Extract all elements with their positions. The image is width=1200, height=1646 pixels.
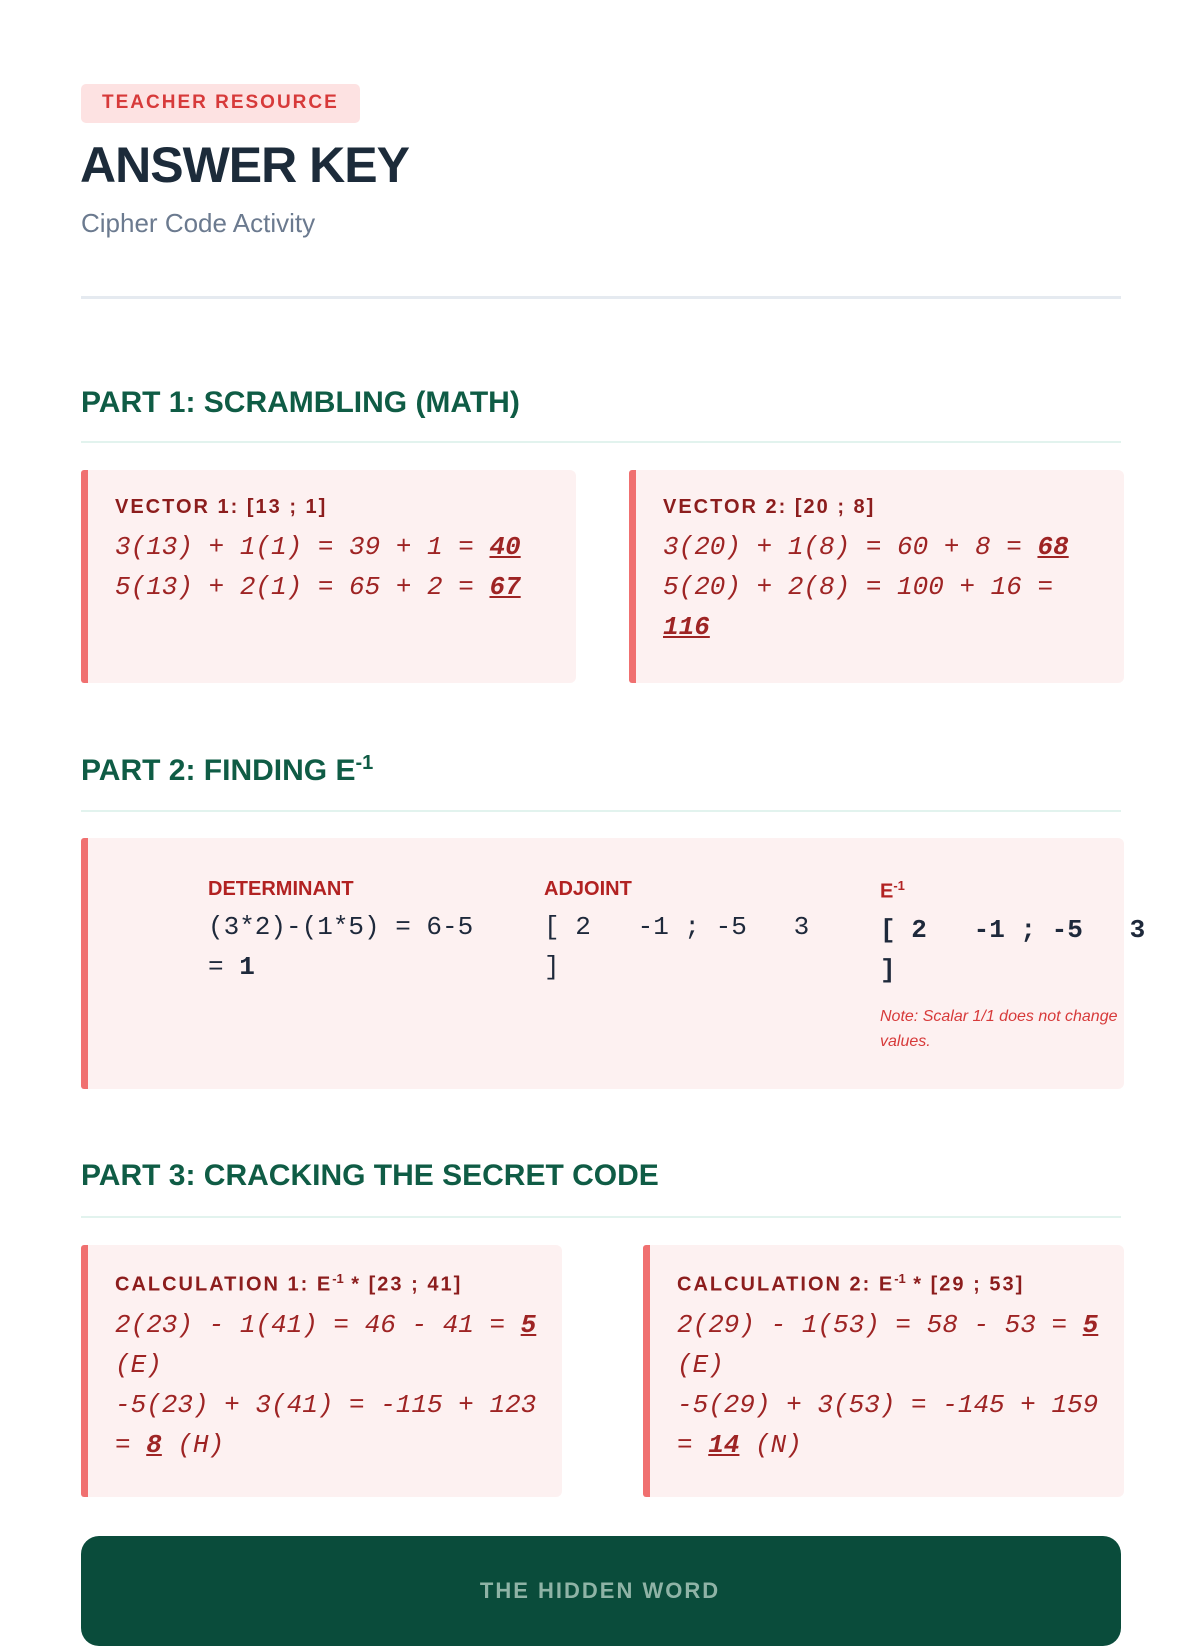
page-title: ANSWER KEY [80, 137, 409, 193]
part1-divider [81, 441, 1121, 443]
inverse-label-text: E [880, 880, 894, 903]
determinant-column [208, 878, 498, 987]
vector1-line1-answer: 40 [489, 532, 521, 562]
vector2-card [629, 470, 1124, 683]
calc2-line1 [677, 1305, 1102, 1385]
determinant-expr [208, 907, 498, 987]
calc2-line2-expr: -5(29) + 3(53) = -145 + 159 = [677, 1389, 1099, 1460]
vector2-line2-answer: 116 [663, 612, 710, 642]
vector2-line2-expr: 5(20) + 2(8) = 100 + 16 = [663, 572, 1054, 602]
calc1-label [115, 1271, 540, 1297]
inverse-label [880, 878, 1170, 904]
vector2-line1 [663, 527, 1098, 567]
adjoint-label: ADJOINT [544, 878, 632, 900]
adjoint-matrix: [ 2 -1 ; -5 3 ] [544, 912, 825, 982]
calc1-line2-letter: (H) [161, 1429, 225, 1460]
vector2-label: VECTOR 2: [20 ; 8] [663, 496, 876, 518]
calc1-line1 [115, 1305, 540, 1385]
calc1-card [81, 1245, 562, 1497]
header-divider [81, 296, 1121, 299]
inverse-card [81, 838, 1161, 1089]
calc1-line2-answer: 8 [146, 1429, 162, 1460]
teacher-resource-badge: TEACHER RESOURCE [81, 84, 360, 123]
calc2-line2 [677, 1385, 1102, 1465]
vector1-line1 [115, 527, 550, 567]
vector1-label: VECTOR 1: [13 ; 1] [115, 496, 328, 518]
determinant-expr-text: (3*2)-(1*5) = 6-5 = [208, 912, 489, 982]
vector2-line2 [663, 567, 1098, 647]
calc1-line1-letter: (E) [115, 1349, 162, 1380]
calc1-label-b: * [23 ; 41] [343, 1273, 463, 1296]
hidden-word-label: THE HIDDEN WORD [479, 1578, 721, 1603]
determinant-answer: 1 [239, 952, 255, 982]
calc2-label-superscript: -1 [894, 1271, 906, 1286]
calc2-label-a: CALCULATION 2: E [677, 1273, 895, 1296]
part2-divider [81, 810, 1121, 812]
vector1-card [81, 470, 576, 683]
vector1-line2-answer: 67 [489, 572, 521, 602]
calc1-line1-answer: 5 [520, 1309, 537, 1340]
determinant-label: DETERMINANT [208, 878, 354, 900]
calc1-label-superscript: -1 [332, 1271, 344, 1286]
calc2-label-b: * [29 ; 53] [905, 1273, 1025, 1296]
calc1-label-a: CALCULATION 1: E [115, 1273, 333, 1296]
part1-title: PART 1: SCRAMBLING (MATH) [81, 386, 520, 419]
calc1-line2-expr: -5(23) + 3(41) = -115 + 123 = [115, 1389, 537, 1460]
part2-title-superscript: -1 [355, 752, 374, 774]
inverse-label-superscript: -1 [893, 878, 905, 893]
vector1-line2 [115, 567, 550, 607]
calc2-line1-letter: (E) [677, 1349, 724, 1380]
calc2-label [677, 1271, 1102, 1297]
calc2-line2-answer: 14 [708, 1429, 740, 1460]
calc2-card [643, 1245, 1124, 1497]
inverse-column [880, 878, 1170, 1054]
part2-title [81, 752, 373, 788]
part3-divider [81, 1216, 1121, 1218]
calc1-line1-expr: 2(23) - 1(41) = 46 - 41 = [115, 1309, 521, 1340]
calc2-line1-expr: 2(29) - 1(53) = 58 - 53 = [677, 1309, 1083, 1340]
vector1-line1-expr: 3(13) + 1(1) = 39 + 1 = [115, 532, 490, 562]
vector2-line1-answer: 68 [1037, 532, 1069, 562]
inverse-note: Note: Scalar 1/1 does not change values. [880, 1007, 1118, 1050]
page-subtitle: Cipher Code Activity [81, 208, 316, 238]
adjoint-column [544, 878, 834, 987]
calc1-line2 [115, 1385, 540, 1465]
vector1-line2-expr: 5(13) + 2(1) = 65 + 2 = [115, 572, 490, 602]
part2-title-text: PART 2: FINDING E [81, 754, 356, 787]
calc2-line1-answer: 5 [1082, 1309, 1099, 1340]
part3-title: PART 3: CRACKING THE SECRET CODE [81, 1159, 659, 1192]
inverse-matrix: [ 2 -1 ; -5 3 ] [880, 914, 1161, 985]
vector2-line1-expr: 3(20) + 1(8) = 60 + 8 = [663, 532, 1038, 562]
calc2-line2-letter: (N) [739, 1429, 802, 1460]
